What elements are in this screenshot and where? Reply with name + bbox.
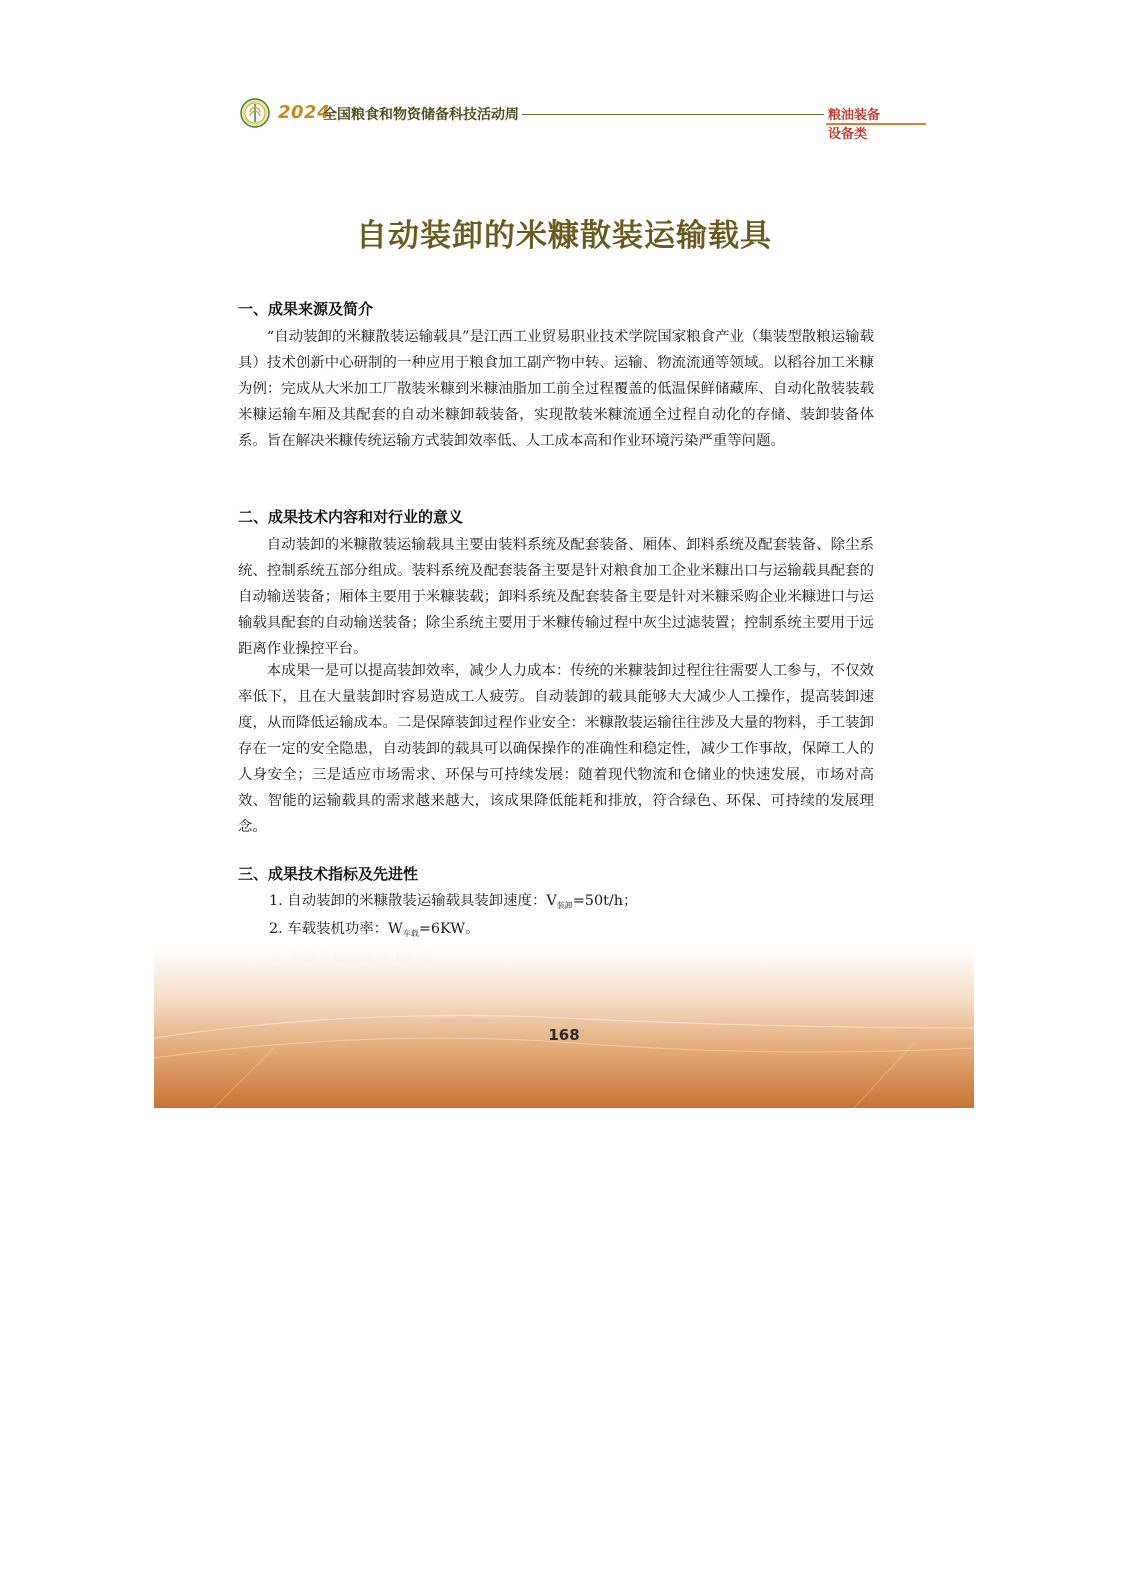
header-divider <box>522 114 824 115</box>
section-heading-3: 三、成果技术指标及先进性 <box>238 865 419 883</box>
section-2-paragraph-2: 本成果一是可以提高装卸效率，减少人力成本：传统的米糠装卸过程往往需要人工参与，不仅效率低下，且在大量装卸时容易造成工人疲劳。自动装卸的载具能够大大减少人工操作，提高装卸速度，从而降低运输成本。二是保障装卸过程作业安全：米糠散装运输往往涉及大量的物料，手工装卸存在一定的安全隐患，自动装卸的载具可以确保操作的准确性和稳定性，减少工作事故，保障工人的人身安全；三是适应市场需求、环保与可持续发展：随着现代物流和仓储业的快速发展，市场对高效、智能的运输载具的需求越来越大，该成果降低能耗和排放，符合绿色、环保、可持续的发展理念。 <box>238 663 874 835</box>
section-heading-1: 一、成果来源及简介 <box>238 300 374 318</box>
document-title: 自动装卸的米糠散装运输载具 <box>356 218 772 254</box>
header-title: 全国粮食和物资储备科技活动周 <box>323 107 519 123</box>
section-1-paragraph-1: “自动装卸的米糠散装运输载具”是江西工业贸易职业技术学院国家粮食产业（集装型散粮运输载具）技术创新中心研制的一种应用于粮食加工副产物中转、运输、物流流通等领域。以稻谷加工米糠为例：完成从大米加工厂散装米糠到米糠油脂加工前全过程覆盖的低温保鲜储藏库、自动化散装装载米糠运输车厢及其配套的自动米糠卸载装备，实现散装米糠流通全过程自动化的存储、装卸装备体系。旨在解决米糠传统运输方式装卸效率低、人工成本高和作业环境污染严重等问题。 <box>238 329 874 449</box>
section-heading-2: 二、成果技术内容和对行业的意义 <box>238 508 464 526</box>
header-year: 2024 <box>278 102 331 123</box>
page-number: 168 <box>548 1026 580 1044</box>
header-category: 粮油装备设备类 <box>828 108 881 142</box>
metric-item-1: 1. 自动装卸的米糠散装运输载具装卸速度：$V_{装卸}=50t/h$； <box>269 893 638 910</box>
page-header <box>240 98 890 142</box>
grain-emblem-logo <box>240 98 270 128</box>
metric-item-2: 2. 车载装机功率：$W_{车载}=6KW$。 <box>269 921 480 938</box>
header-category-underline <box>826 123 926 125</box>
section-2-paragraph-1: 自动装卸的米糠散装运输载具主要由装料系统及配套装备、厢体、卸料系统及配套装备、除尘系统、控制系统五部分组成。装料系统及配套装备主要是针对粮食加工企业米糠出口与运输载具配套的自动输送装备；厢体主要用于米糠装载；卸料系统及配套装备主要是针对米糠采购企业米糠进口与运输载具配套的自动输送装备；除尘系统主要用于米糠传输过程中灰尘过滤装置；控制系统主要用于远距离作业操控平台。 <box>238 537 874 657</box>
document-page <box>154 80 974 1108</box>
